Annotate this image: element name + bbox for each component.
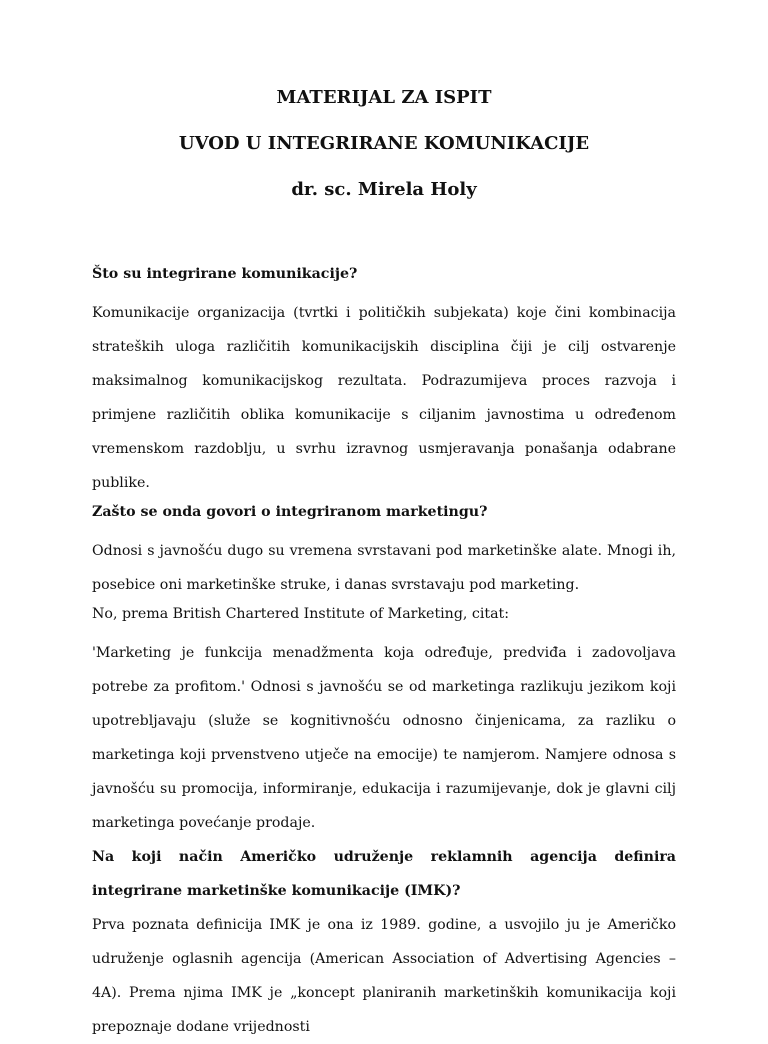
course-title: UVOD U INTEGRIRANE KOMUNIKACIJE [178,133,590,154]
paragraph: Odnosi s javnošću dugo su vremena svrstavani pod marketinške alate. Mnogi ih, posebice oni marketinške struke, i danas svrstavaju pod marketing. [92,543,676,593]
question-heading: Na koji način Američko udruženje reklamnih agencija definira integrirane marketinške komunikacije (IMK)? [92,849,676,899]
paragraph: 'Marketing je funkcija menadžmenta koja određuje, predviđa i zadovoljava potrebe za profitom.' Odnosi s javnošću se od marketinga razlikuju jezikom koji upotrebljavaju (služe se kognitivnošću odnosno činjenicama, za razliku o marketinga koji prvenstveno utječe na emocije) te namjerom. Namjere odnosa s javnošću su promocija, informiranje, edukacija i razumijevanje, dok je glavni cilj marketinga povećanje prodaje. [92,645,676,831]
question-heading: Zašto se onda govori o integriranom marketingu? [92,504,488,520]
author-name: dr. sc. Mirela Holy [291,179,477,200]
paragraph: No, prema British Chartered Institute of Marketing, citat: [92,606,510,622]
question-heading: Što su integrirane komunikacije? [92,266,358,282]
document-body [92,262,676,1044]
paragraph: Komunikacije organizacija (tvrtki i političkih subjekata) koje čini kombinacija strateških uloga različitih komunikacijskih disciplina čiji je cilj ostvarenje maksimalnog komunikacijskog rezultata. Podrazumijeva proces razvoja i primjene različitih oblika komunikacije s ciljanim javnostima u određenom vremenskom razdoblju, u svrhu izravnog usmjeravanja ponašanja odabrane publike. [92,305,676,491]
document-title: MATERIJAL ZA ISPIT [276,87,492,108]
paragraph: Prva poznata definicija IMK je ona iz 1989. godine, a usvojilo ju je Američko udruženje oglasnih agencija (American Association of Advertising Agencies – 4A). Prema njima IMK je „koncept planiranih marketinških komunikacija koji prepoznaje dodane vrijednosti [92,917,676,1035]
